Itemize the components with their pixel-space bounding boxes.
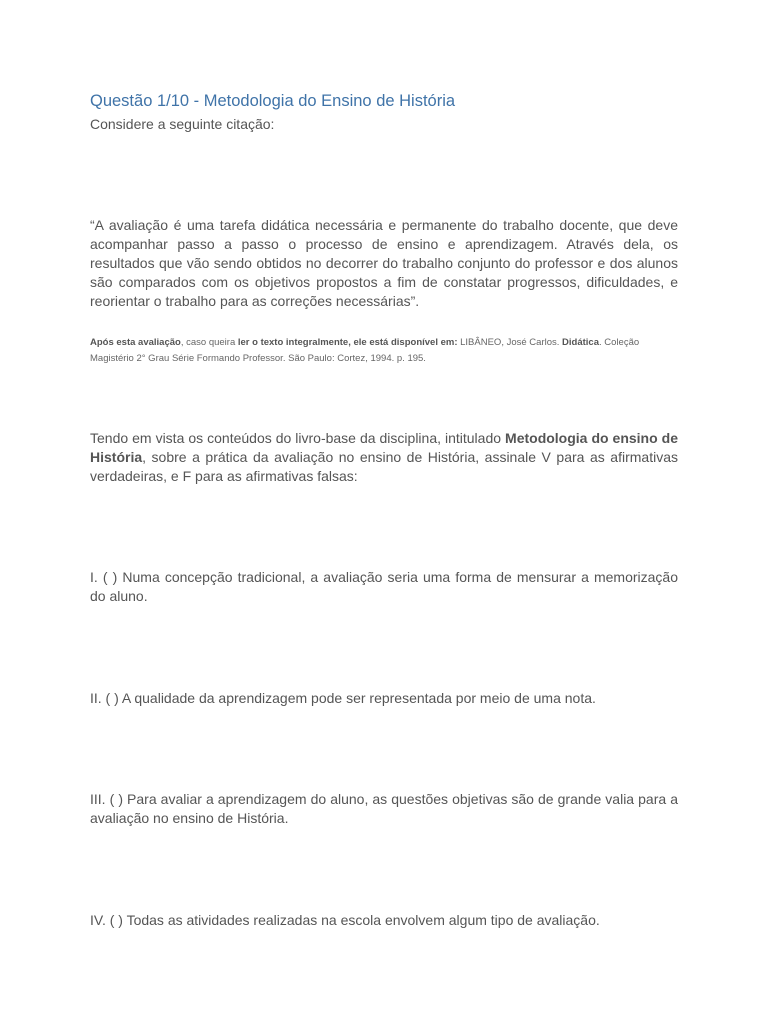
statement-item: III. ( ) Para avaliar a aprendizagem do aluno, as questões objetivas são de grande valia para a avaliação no ensino de História. — [90, 791, 678, 826]
source-rest: . Coleção Magistério 2° Grau Série Formando Professor. São Paulo: Cortez, 1994. p. 195. — [90, 337, 640, 364]
citation-source — [90, 335, 678, 367]
citation-quote: “A avaliação é uma tarefa didática necessária e permanente do trabalho docente, que deve acompanhar passo a passo o processo de ensino e aprendizagem. Através dela, os resultados que vão sendo obtidos no decorrer do trabalho conjunto do professor e dos alunos são comparados com os objetivos propostos a fim de constatar progressos, dificuldades, e reorientar o trabalho para as correções necessárias”. — [90, 217, 678, 309]
source-lead-bold: Após esta avaliação — [90, 337, 181, 348]
question-title: Questão 1/10 - Metodologia do Ensino de História — [90, 92, 456, 110]
source-book-title: Didática — [562, 337, 600, 348]
intro-book-title: Metodologia do ensino de História — [90, 430, 678, 465]
statement-item: IV. ( ) Todas as atividades realizadas na escola envolvem algum tipo de avaliação. — [90, 912, 600, 928]
intro-after: , sobre a prática da avaliação no ensino de História, assinale V para as afirmativas verdadeiras, e F para as afirmativas falsas: — [90, 449, 678, 484]
question-intro — [90, 429, 678, 486]
intro-before: Tendo em vista os conteúdos do livro-base da disciplina, intitulado — [90, 430, 506, 446]
source-lead-bold-2: ler o texto integralmente, ele está disponível em: — [237, 337, 458, 348]
source-lead-mid: , caso queira — [180, 337, 238, 348]
question-prompt: Considere a seguinte citação: — [90, 116, 275, 132]
source-author: LIBÂNEO, José Carlos. — [457, 337, 563, 348]
statement-item: I. ( ) Numa concepção tradicional, a avaliação seria uma forma de mensurar a memorização do aluno. — [90, 569, 678, 604]
statement-item: II. ( ) A qualidade da aprendizagem pode ser representada por meio de uma nota. — [90, 690, 596, 706]
